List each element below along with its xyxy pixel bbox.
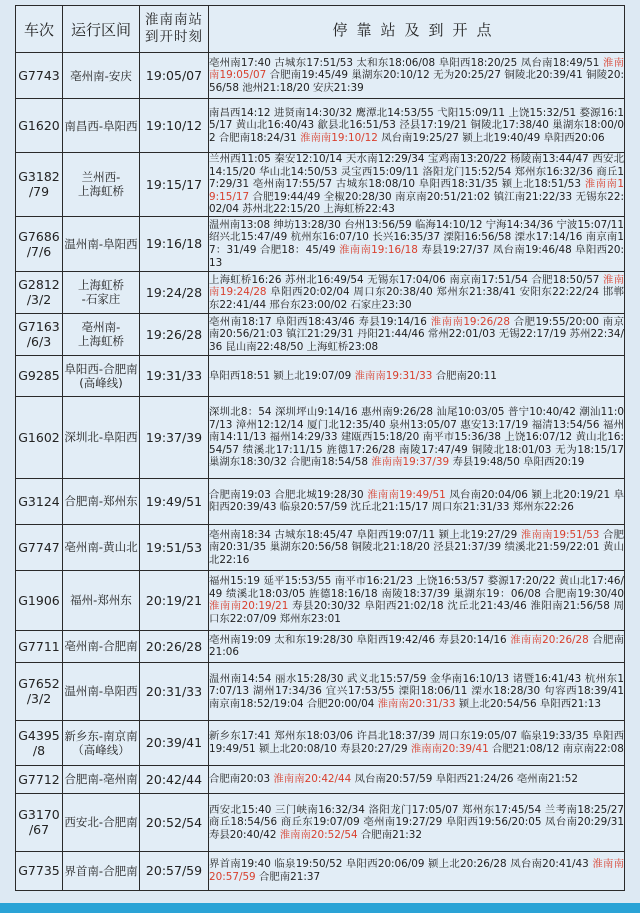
route-line1: 亳州南- <box>81 320 121 335</box>
header-huainan-time-line2: 到开时刻 <box>145 29 203 45</box>
table-header-row <box>16 6 625 53</box>
huainan-time-cell: 20:39/41 <box>140 720 209 765</box>
header-train-no: 车次 <box>16 6 63 53</box>
route-line1: 南昌西-阜阳西 <box>64 118 138 133</box>
stops-cell <box>209 630 625 662</box>
route-cell <box>63 765 140 793</box>
route-line1: 兰州西- <box>81 170 121 185</box>
train-number: G7163 <box>18 319 60 335</box>
train-number-suffix: /79 <box>28 184 50 200</box>
stops-before: 新乡东17:41 郑州东18:03/06 许昌北18:37/39 周口东19:05/07 临泉19:33/35 阜阳西19:49/51 颍上北20:08/10 寿县20:27/29 <box>209 730 624 755</box>
table-row <box>16 524 625 570</box>
stops-cell <box>209 396 625 478</box>
huainan-time-cell: 19:26/28 <box>140 313 209 355</box>
table-row <box>16 53 625 99</box>
stops-cell <box>209 355 625 396</box>
train-number: G7735 <box>18 863 60 879</box>
train-number: G3170 <box>18 807 60 823</box>
stops-before: 亳州南18:17 阜阳西18:43/46 寿县19:14/16 <box>209 315 431 328</box>
train-number-cell <box>16 153 63 217</box>
train-number-cell <box>16 662 63 720</box>
huainan-time-cell: 19:24/28 <box>140 271 209 313</box>
stops-before: 亳州南19:09 太和东19:28/30 阜阳西19:42/46 寿县20:14/16 <box>209 633 511 646</box>
stops-before: 上海虹桥16:26 苏州北16:49/54 无锡东17:04/06 南京南17:51/54 合肥18:50/57 <box>209 273 603 286</box>
huainan-stop-highlight: 淮南南19:10/12 <box>300 131 378 144</box>
train-number: G4395 <box>18 727 60 743</box>
route-cell <box>63 396 140 478</box>
huainan-time-cell: 20:42/44 <box>140 765 209 793</box>
huainan-time-cell: 19:31/33 <box>140 355 209 396</box>
train-number: G7743 <box>18 68 60 83</box>
huainan-time-cell: 19:51/53 <box>140 524 209 570</box>
stops-before: 阜阳西18:51 颍上北19:07/09 <box>209 369 355 382</box>
stops-cell <box>209 153 625 217</box>
stops-cell <box>209 570 625 630</box>
route-cell <box>63 524 140 570</box>
route-cell <box>63 216 140 271</box>
stops-cell <box>209 793 625 851</box>
train-number-cell <box>16 271 63 313</box>
huainan-stop-highlight: 淮南南19:51/53 <box>520 528 600 541</box>
route-cell <box>63 271 140 313</box>
train-number-cell <box>16 720 63 765</box>
stops-cell <box>209 53 625 99</box>
huainan-stop-highlight: 淮南南20:42/44 <box>273 773 352 786</box>
route-line2: -石家庄 <box>81 292 121 307</box>
stops-after: 合肥南20:31/35 巢湖东20:56/58 铜陵北21:18/20 泾县21:37/39 绩溪北21:59/22:01 黄山北22:16 <box>209 528 625 566</box>
route-line2: (高峰线) <box>79 375 123 390</box>
huainan-time-cell: 19:15/17 <box>140 153 209 217</box>
header-huainan-time <box>140 6 209 53</box>
huainan-stop-highlight: 淮南南19:15/17 <box>209 178 624 203</box>
route-cell <box>63 153 140 217</box>
stops-before: 南昌西14:12 进贤南14:30/32 鹰潭北14:53/55 弋阳15:09/11 上饶15:32/51 婺源16:15/17 黄山北16:40/43 歙县北16:51/53 泾县17:19/21 铜陵北17:38/40 巢湖东18:00/02 合肥南18:24/31 <box>209 106 624 144</box>
table-row <box>16 271 625 313</box>
route-line1: 深圳北-阜阳西 <box>64 430 138 445</box>
route-cell <box>63 630 140 662</box>
huainan-time-cell: 20:19/21 <box>140 570 209 630</box>
huainan-time-cell: 19:49/51 <box>140 478 209 524</box>
table-row <box>16 720 625 765</box>
stops-cell <box>209 478 625 524</box>
table-row <box>16 396 625 478</box>
table-row <box>16 630 625 662</box>
train-number-suffix: /8 <box>32 742 46 758</box>
route-line1: 阜阳西-合肥南 <box>64 361 138 376</box>
train-number-cell <box>16 630 63 662</box>
stops-cell <box>209 851 625 890</box>
stops-before: 西安北15:40 三门峡南16:32/34 洛阳龙门17:05/07 郑州东17:45/54 兰考南18:25/27 商丘18:54/56 商丘东19:07/09 亳州南19:27/29 阜阳西19:56/20:05 凤台南20:29/31 寿县20:40/42 <box>209 803 624 841</box>
route-line1: 温州南-阜阳西 <box>64 236 138 251</box>
train-number-suffix: /3/2 <box>26 691 52 707</box>
stops-after: 寿县20:30/32 阜阳西21:02/18 沈丘北21:43/46 淮阳南21:56/58 周口东22:07/09 郑州东23:01 <box>209 600 624 626</box>
route-cell <box>63 851 140 890</box>
stops-cell <box>209 720 625 765</box>
stops-before: 合肥南19:03 合肥北城19:28/30 <box>209 488 368 501</box>
route-cell <box>63 793 140 851</box>
route-cell <box>63 313 140 355</box>
route-line1: 福州-郑州东 <box>70 593 132 608</box>
stops-after: 合肥南21:37 <box>255 870 321 883</box>
train-number-cell <box>16 478 63 524</box>
huainan-stop-highlight: 淮南南20:39/41 <box>410 742 489 755</box>
stops-after: 凤台南20:57/59 阜阳西21:24/26 亳州南21:52 <box>351 773 578 786</box>
stops-after: 合肥南19:45/49 巢湖东20:10/12 无为20:25/27 铜陵北20:39/41 铜陵20:56/58 池州21:18/20 安庆21:39 <box>209 69 624 94</box>
huainan-time-cell: 20:57/59 <box>140 851 209 890</box>
stops-before: 亳州南18:34 古城东18:45/47 阜阳西19:07/11 颍上北19:27/29 <box>209 528 521 541</box>
stops-after: 阜阳西20:02/04 周口东20:38/40 郑州东21:38/41 安阳东22:22/24 邯郸东22:41/44 邢台东23:00/02 石家庄23:30 <box>209 286 624 311</box>
train-number-cell <box>16 570 63 630</box>
huainan-stop-highlight: 淮南南19:31/33 <box>354 369 433 382</box>
stops-before: 深圳北8：54 深圳坪山9:14/16 惠州南9:26/28 汕尾10:03/05 普宁10:40/42 潮汕11:07/13 漳州12:12/14 厦门北12:35/40 泉州13:05/07 惠安13:17/19 福清13:54/56 福州南14:11/13 福州14:29/33 建瓯西15:18/20 南平市15:36/38 上饶16:07/12 黄山北16:54/57 绩溪北17:11/15 旌德17:26/28 南陵17:47/49 铜陵北18:01/03 无为18:15/17 巢湖东18:30/32 合肥南18:54/58 <box>209 405 624 469</box>
route-cell <box>63 720 140 765</box>
train-number: G7652 <box>18 676 60 692</box>
route-line2: 上海虹桥 <box>78 334 124 349</box>
route-line1: 亳州南-安庆 <box>70 68 132 83</box>
huainan-stop-highlight: 淮南南19:37/39 <box>371 456 450 469</box>
stops-before: 合肥南20:03 <box>209 773 274 786</box>
stops-cell <box>209 313 625 355</box>
route-cell <box>63 355 140 396</box>
huainan-stop-highlight: 淮南南19:49/51 <box>367 488 446 501</box>
huainan-stop-highlight: 淮南南20:57/59 <box>209 858 624 883</box>
stops-after: 合肥19:44/49 全椒20:28/30 南京南20:51/21:02 镇江南21:22/33 无锡东22:02/04 苏州北22:15/20 上海虹桥22:43 <box>209 190 624 216</box>
huainan-stop-highlight: 淮南南20:19/21 <box>209 600 289 613</box>
stops-after: 寿县19:48/50 阜阳西20:19 <box>449 456 585 469</box>
table-row <box>16 793 625 851</box>
train-number: G7711 <box>18 638 60 654</box>
stops-cell <box>209 662 625 720</box>
route-line2: （高峰线） <box>72 742 130 757</box>
route-line2: 上海虹桥 <box>78 184 124 199</box>
huainan-stop-highlight: 淮南南20:31/33 <box>377 697 456 710</box>
huainan-time-cell: 20:52/54 <box>140 793 209 851</box>
route-line1: 新乡东-南京南 <box>64 728 138 743</box>
huainan-time-cell: 20:26/28 <box>140 630 209 662</box>
train-number: G9285 <box>18 368 60 384</box>
train-number: G3124 <box>18 493 60 509</box>
stops-after: 凤台南19:25/27 颍上北19:40/49 阜阳西20:06 <box>377 131 605 144</box>
route-cell <box>63 53 140 99</box>
train-number-cell <box>16 851 63 890</box>
huainan-time-cell: 19:05/07 <box>140 53 209 99</box>
train-number-cell <box>16 313 63 355</box>
stops-cell <box>209 765 625 793</box>
train-number: G1620 <box>18 118 60 133</box>
table-row <box>16 99 625 153</box>
table-row <box>16 153 625 217</box>
stops-after: 合肥南21:32 <box>357 828 423 841</box>
train-number-cell <box>16 524 63 570</box>
route-line1: 亳州南-合肥南 <box>64 639 138 654</box>
table-row <box>16 662 625 720</box>
train-number-cell <box>16 99 63 153</box>
header-stops: 停靠站及到开点 <box>209 6 625 53</box>
train-number-suffix: /3/2 <box>26 292 52 308</box>
huainan-time-cell: 20:31/33 <box>140 662 209 720</box>
stops-after: 合肥南20:11 <box>432 369 497 382</box>
table-row <box>16 478 625 524</box>
table-row <box>16 313 625 355</box>
train-number: G7747 <box>18 539 60 555</box>
huainan-stop-highlight: 淮南南19:24/28 <box>209 273 624 299</box>
route-cell <box>63 570 140 630</box>
route-line1: 温州南-阜阳西 <box>64 684 138 699</box>
train-number: G1906 <box>18 592 60 608</box>
train-number: G2812 <box>18 277 60 293</box>
train-number: G7712 <box>18 771 60 787</box>
bottom-color-strip <box>0 903 640 913</box>
table-row <box>16 216 625 271</box>
stops-after: 合肥南21:06 <box>209 633 625 659</box>
huainan-time-cell: 19:10/12 <box>140 99 209 153</box>
route-cell <box>63 99 140 153</box>
stops-after: 合肥21:08/12 南京南22:08 <box>488 742 624 755</box>
huainan-stop-highlight: 淮南南20:26/28 <box>510 633 589 646</box>
stops-after: 寿县19:27/37 凤台南19:46/48 阜阳西20:13 <box>209 243 625 269</box>
train-number-suffix: /67 <box>28 822 50 838</box>
train-number-cell <box>16 53 63 99</box>
stops-after: 合肥19:55/20:00 南京南20:56/21:03 镇江21:29/31 丹阳21:44/46 常州22:01/03 无锡22:17/19 苏州22:34/36 昆山南22:48/50 上海虹桥23:08 <box>209 315 624 353</box>
table-row <box>16 765 625 793</box>
huainan-stop-highlight: 淮南南19:05/07 <box>209 56 624 82</box>
route-line1: 合肥南-郑州东 <box>64 494 138 509</box>
huainan-stop-highlight: 淮南南19:26/28 <box>430 315 510 328</box>
train-number-cell <box>16 355 63 396</box>
huainan-time-cell: 19:16/18 <box>140 216 209 271</box>
train-number: G1602 <box>18 429 60 445</box>
stops-cell <box>209 99 625 153</box>
train-number-cell <box>16 765 63 793</box>
header-huainan-time-line1: 淮南南站 <box>145 12 203 28</box>
train-number-cell <box>16 793 63 851</box>
train-number-cell <box>16 396 63 478</box>
train-number-cell <box>16 216 63 271</box>
train-number-suffix: /6/3 <box>26 334 52 350</box>
route-cell <box>63 478 140 524</box>
table-row <box>16 355 625 396</box>
stops-after: 颍上北20:54/56 阜阳西21:13 <box>455 697 602 710</box>
table-row <box>16 570 625 630</box>
huainan-stop-highlight: 淮南南20:52/54 <box>279 828 358 841</box>
stops-before: 兰州西11:05 秦安12:10/14 天水南12:29/34 宝鸡南13:20/22 杨陵南13:44/47 西安北14:15/20 华山北14:50/53 灵宝西15:09/11 洛阳龙门15:52/54 郑州东16:32/36 商丘17:29/31 亳州南17:55/57 古城东18:08/10 阜阳西18:31/35 颍上北18:51/53 <box>209 153 624 191</box>
stops-before: 温州南13:08 绅坊13:28/30 台州13:56/59 临海14:10/12 宁海14:34/36 宁波15:07/11 绍兴北15:47/49 杭州东16:07/10 长兴16:35/37 溧阳16:56/58 溧水17:14/16 南京南17：31/49 合肥18：45/49 <box>209 218 624 256</box>
stops-cell <box>209 271 625 313</box>
route-line1: 上海虹桥 <box>78 278 124 293</box>
stops-cell <box>209 216 625 271</box>
huainan-stop-highlight: 淮南南19:16/18 <box>339 243 418 256</box>
header-route: 运行区间 <box>63 6 140 53</box>
route-line1: 合肥南-亳州南 <box>64 772 138 787</box>
route-line1: 西安北-合肥南 <box>64 815 138 830</box>
route-line1: 亳州南-黄山北 <box>64 540 138 555</box>
stops-after: 凤台南20:04/06 颍上北20:19/21 阜阳西20:39/43 临泉20:57/59 沈丘北21:15/17 周口东21:31/33 郑州东22:26 <box>209 488 624 514</box>
stops-before: 温州南14:54 丽水15:28/30 武义北15:57/59 金华南16:10/13 诸暨16:41/43 杭州东17:07/13 湖州17:34/36 宜兴17:53/55 溧阳18:06/11 溧水18:28/30 句容西18:39/41 南京南18:52/19:04 合肥20:00/04 <box>209 672 624 710</box>
huainan-time-cell: 19:37/39 <box>140 396 209 478</box>
stops-before: 福州15:19 延平15:53/55 南平市16:21/23 上饶16:53/57 婺源17:20/22 黄山北17:46/49 绩溪北18:03/05 旌德18:16/18 南陵18:37/39 巢湖东19：06/08 合肥南19:30/40 <box>209 575 624 600</box>
train-schedule-table <box>15 5 625 891</box>
stops-before: 亳州南17:40 古城东17:51/53 太和东18:06/08 阜阳西18:20/25 凤台南18:49/51 <box>209 56 603 69</box>
train-number: G3182 <box>18 169 60 185</box>
train-number-suffix: /7/6 <box>26 243 52 259</box>
train-number: G7686 <box>18 228 60 244</box>
table-row <box>16 851 625 890</box>
stops-before: 界首南19:40 临泉19:50/52 阜阳西20:06/09 颍上北20:26/28 凤台南20:41/43 <box>209 858 593 871</box>
stops-cell <box>209 524 625 570</box>
route-cell <box>63 662 140 720</box>
route-line1: 界首南-合肥南 <box>64 863 138 878</box>
